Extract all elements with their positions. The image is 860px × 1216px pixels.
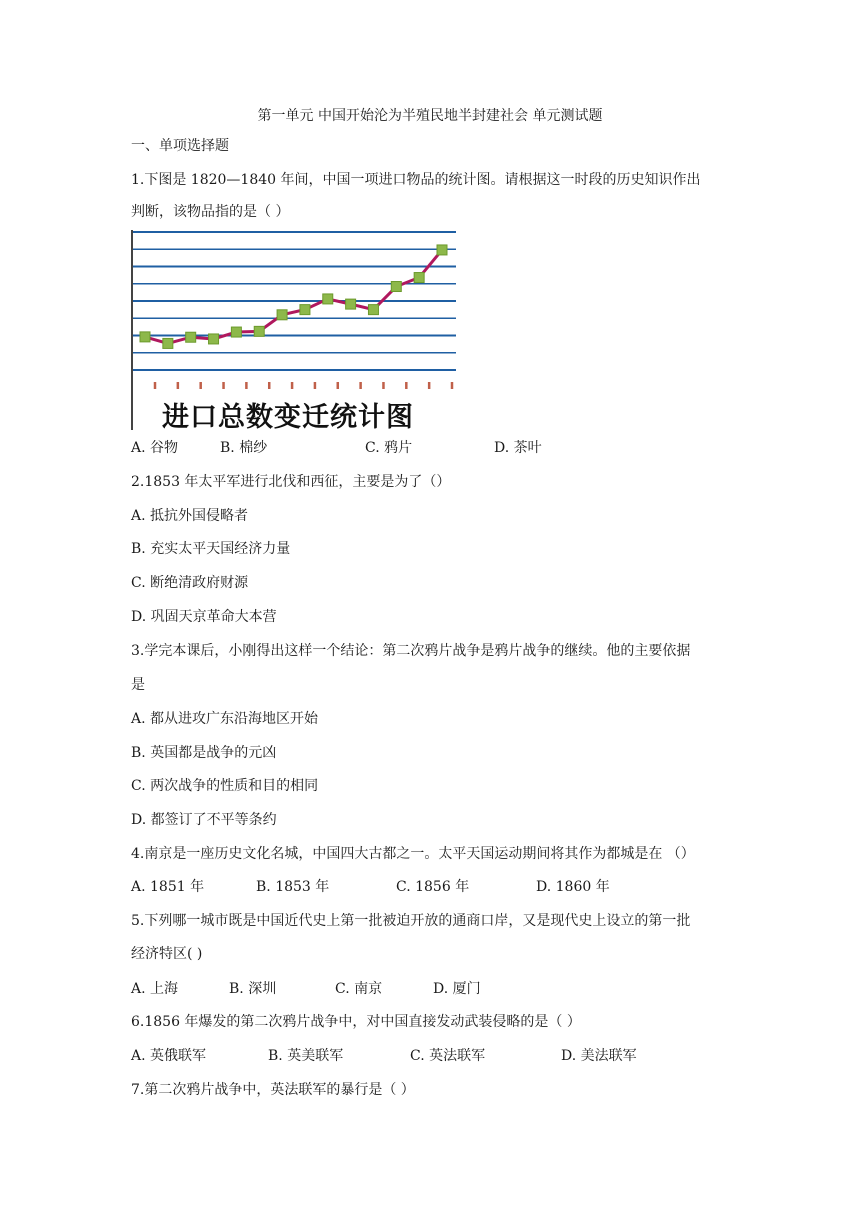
question-6-option-d: D. 美法联军 (561, 1048, 637, 1064)
question-2-option-c: C. 断绝清政府财源 (131, 575, 249, 591)
data-point (186, 332, 196, 342)
question-3-option-c: C. 两次战争的性质和目的相同 (131, 778, 319, 794)
data-point (346, 299, 356, 309)
question-4-stem: 4.南京是一座历史文化名城，中国四大古都之一。太平天国运动期间将其作为都城是在 （） (131, 846, 695, 862)
question-5-option-b: B. 深圳 (229, 981, 277, 997)
question-3-stem-line-1: 3.学完本课后，小刚得出这样一个结论：第二次鸦片战争是鸦片战争的继续。他的主要依据 (131, 643, 691, 659)
data-point (323, 294, 333, 304)
question-1-option-a: A. 谷物 (131, 440, 179, 456)
series-markers (140, 245, 447, 348)
chart-x-ticks (155, 382, 452, 389)
question-4-option-a: A. 1851 年 (131, 879, 205, 895)
question-6-option-a: A. 英俄联军 (131, 1048, 207, 1064)
chart-grid (132, 232, 456, 370)
question-1-stem-line-1: 1.下图是 1820—1840 年间，中国一项进口物品的统计图。请根据这一时段的历史知识作出 (131, 172, 701, 188)
question-6-stem: 6.1856 年爆发的第二次鸦片战争中，对中国直接发动武装侵略的是（ ） (131, 1014, 581, 1030)
data-point (368, 305, 378, 315)
data-point (300, 305, 310, 315)
data-point (140, 332, 150, 342)
page-title: 第一单元 中国开始沦为半殖民地半封建社会 单元测试题 (257, 108, 603, 124)
section-heading: 一、单项选择题 (131, 138, 229, 154)
series-line (145, 250, 442, 343)
question-5-stem-line-2: 经济特区( ) (131, 946, 203, 962)
question-3-stem-line-2: 是 (131, 677, 145, 693)
question-6-option-b: B. 英美联军 (268, 1048, 344, 1064)
question-4-option-d: D. 1860 年 (536, 879, 610, 895)
question-2-option-b: B. 充实太平天国经济力量 (131, 541, 291, 557)
question-7-stem: 7.第二次鸦片战争中，英法联军的暴行是（ ） (131, 1082, 415, 1098)
import-line-chart (129, 228, 459, 434)
question-2-option-d: D. 巩固天京革命大本营 (131, 609, 277, 625)
question-1-option-b: B. 棉纱 (220, 440, 268, 456)
question-3-option-b: B. 英国都是战争的元凶 (131, 745, 277, 761)
question-4-option-c: C. 1856 年 (396, 879, 470, 895)
question-5-option-c: C. 南京 (335, 981, 383, 997)
question-5-option-a: A. 上海 (131, 981, 179, 997)
data-point (391, 282, 401, 292)
question-1-stem-line-2: 判断，该物品指的是（ ） (131, 204, 290, 220)
question-5-stem-line-1: 5.下列哪一城市既是中国近代史上第一批被迫开放的通商口岸，又是现代史上设立的第一批 (131, 913, 691, 929)
data-point (437, 245, 447, 255)
question-6-option-c: C. 英法联军 (410, 1048, 486, 1064)
question-1-option-d: D. 茶叶 (494, 440, 542, 456)
data-point (277, 310, 287, 320)
question-4-option-b: B. 1853 年 (256, 879, 330, 895)
question-2-option-a: A. 抵抗外国侵略者 (131, 508, 249, 524)
data-point (209, 334, 219, 344)
data-point (414, 273, 424, 283)
data-point (163, 338, 173, 348)
chart-title: 进口总数变迁统计图 (162, 402, 414, 433)
question-1-option-c: C. 鸦片 (365, 440, 413, 456)
question-5-option-d: D. 厦门 (433, 981, 481, 997)
data-point (254, 326, 264, 336)
question-3-option-a: A. 都从进攻广东沿海地区开始 (131, 711, 319, 727)
question-2-stem: 2.1853 年太平军进行北伐和西征，主要是为了（） (131, 474, 451, 490)
data-point (231, 327, 241, 337)
question-3-option-d: D. 都签订了不平等条约 (131, 812, 277, 828)
